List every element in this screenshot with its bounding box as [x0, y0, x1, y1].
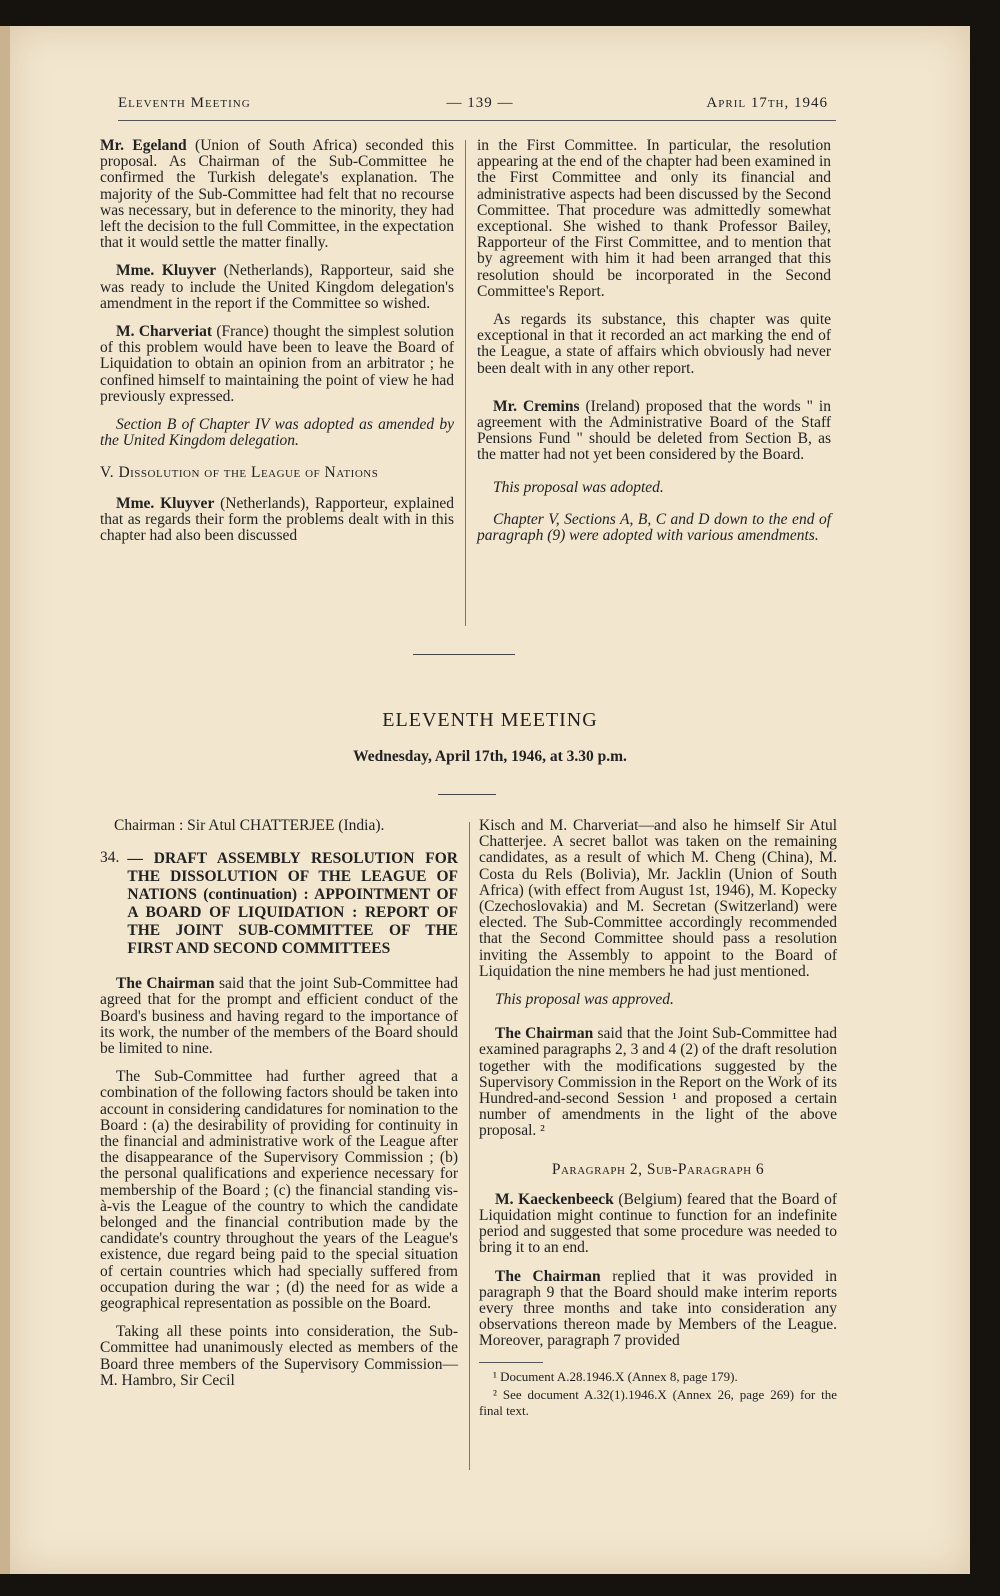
adoption-note: Chapter V, Sections A, B, C and D down to the end of paragraph (9) were adopted with various amendments.	[477, 510, 831, 545]
page-number: — 139 —	[446, 95, 514, 111]
paragraph-text: replied that it was provided in paragraph 9 that the Board should make interim reports every three months and take into consideration any observations thereon made by Members of the League. Moreover, paragraph 7 provided	[479, 1267, 838, 1350]
speaker-name: M. Kaeckenbeeck	[495, 1190, 614, 1208]
paragraph: Taking all these points into consideration, the Sub-Committee had unanimously elected as members of the Board three members of the Supervisory Commission—M. Hambro, Sir Cecil	[100, 1323, 458, 1389]
paragraph-text: (Union of South Africa) seconded this proposal. As Chairman of the Sub-Committee he confirmed the Turkish delegate's explanation. The majority of the Sub-Committee had felt that no recourse was necessary, but in deference to the minority, they had left the decision to the full Committee, in the expectation that it would settle the matter finally.	[100, 137, 454, 252]
paragraph-text: (Netherlands), Rapporteur, explained that as regards their form the problems dealt with in this chapter had also been discussed	[100, 494, 454, 545]
paragraph	[100, 138, 454, 251]
adoption-note: This proposal was adopted.	[493, 478, 664, 496]
speaker-name: The Chairman	[495, 1025, 594, 1043]
divider-rule	[438, 794, 496, 795]
adoption-note: This proposal was approved.	[495, 991, 674, 1009]
meeting-title: ELEVENTH MEETING	[382, 709, 598, 731]
meeting-date: Wednesday, April 17th, 1946, at 3.30 p.m.	[353, 748, 627, 765]
paragraph-text: (Belgium) feared that the Board of Liquidation might continue to function for an indefinite period and suggested that some procedure was needed to bring it to an end.	[479, 1190, 837, 1257]
section-heading: Paragraph 2, Sub-Paragraph 6	[551, 1160, 765, 1178]
item-title: — DRAFT ASSEMBLY RESOLUTION FOR THE DISSOLUTION OF THE LEAGUE OF NATIONS (continuation) : APPOINTMENT OF A BOARD OF LIQUIDATION : REPORT OF THE JOINT SUB-COMMITTEE OF THE FIRST AND SECOND COMMITTEES	[127, 850, 458, 958]
paragraph-text: said that the joint Sub-Committee had agreed that for the prompt and efficient conduct of the Board's business and having regard to the importance of its work, the number of the members of the Board should be limited to nine.	[100, 975, 459, 1058]
speaker-name: The Chairman	[495, 1267, 601, 1285]
document-page	[10, 26, 970, 1574]
footnote-rule	[479, 1362, 543, 1363]
paragraph	[479, 1269, 837, 1350]
paragraph: Kisch and M. Charveriat—and also he himself Sir Atul Chatterjee. A secret ballot was taken on the remaining candidates, as a result of which M. Cheng (China), M. Costa du Rels (Bolivia), Mr. Jacklin (Union of South Africa) (with effect from August 1st, 1946), M. Kopecky (Czechoslovakia) and M. Secretan (Switzerland) were elected. The Sub-Committee accordingly recommended that the Second Committee should pass a resolution inviting the Assembly to appoint to the Board of Liquidation the nine members he had just mentioned.	[479, 817, 837, 980]
paragraph	[100, 976, 458, 1057]
running-header-left: Eleventh Meeting	[118, 95, 251, 111]
column-divider	[465, 140, 466, 626]
footnote: ² See document A.32(1).1946.X (Annex 26, page 269) for the final text.	[479, 1386, 837, 1418]
paragraph-text: said that the Joint Sub-Committee had examined paragraphs 2, 3 and 4 (2) of the draft resolution together with the modifications suggested by the Supervisory Commission in the Report on the Work of its Hundred-and-second Session ¹ and proposed a certain number of amendments in the light of the above proposal. ²	[479, 1025, 837, 1140]
speaker-name: Mme. Kluyver	[116, 494, 215, 512]
speaker-name: Mr. Egeland	[100, 137, 187, 154]
paragraph-text: (Netherlands), Rapporteur, said she was ready to include the United Kingdom delegation's amendment in the report if the Committee so wished.	[100, 262, 454, 312]
speaker-name: The Chairman	[116, 975, 215, 993]
item-number: 34.	[100, 849, 120, 867]
column-divider	[469, 822, 470, 1470]
adoption-note: Section B of Chapter IV was adopted as amended by the United Kingdom delegation.	[100, 416, 454, 450]
paragraph	[479, 1026, 837, 1139]
paragraph: in the First Committee. In particular, the resolution appearing at the end of the chapter had been examined in the First Committee and only its financial and administrative aspects had been discussed by the Second Committee. That procedure was admittedly somewhat exceptional. She wished to thank Professor Bailey, Rapporteur of the First Committee, and to mention that by agreement with him it had been arranged that this resolution should be incorporated in the Second Committee's Report.	[477, 137, 831, 300]
paragraph: As regards its substance, this chapter was quite exceptional in that it recorded an act marking the end of the League, a state of affairs which obviously had never been dealt with in any other report.	[477, 311, 831, 377]
speaker-name: Mr. Cremins	[493, 397, 580, 415]
running-header-right: April 17th, 1946	[706, 95, 828, 111]
chairman-line: Chairman : Sir Atul CHATTERJEE (India).	[114, 817, 385, 834]
paragraph-text: (France) thought the simplest solution of this problem would have been to leave the Board of Liquidation to obtain an opinion from an arbitrator ; he confined himself to maintaining the point of view he had previously expressed.	[100, 323, 454, 405]
paragraph	[477, 399, 831, 464]
header-rule	[118, 120, 836, 121]
paragraph	[479, 1192, 837, 1257]
section-heading: V. Dissolution of the League of Nations	[100, 464, 379, 482]
upper-left-column	[100, 138, 454, 556]
upper-right-column	[477, 138, 831, 556]
paragraph	[100, 324, 454, 405]
paragraph-text: (Ireland) proposed that the words " in agreement with the Administrative Board of the Staff Pensions Fund " should be deleted from Section B, as the matter had not yet been considered by the Board.	[477, 397, 831, 464]
footnote: ¹ Document A.28.1946.X (Annex 8, page 179).	[493, 1368, 738, 1384]
paragraph: The Sub-Committee had further agreed that a combination of the following factors should be taken into account in considering candidatures for nomination to the Board : (a) the desirability of providing for continuity in the financial and administrative work of the League after the disappearance of the Supervisory Commission ; (b) the personal qualifications and experience necessary for membership of the Board ; (c) the financial standing vis-à-vis the League of the country to which the candidate belonged and the financial contribution made by the candidate's country throughout the years of the League's existence, due regard being paid to the special situation of certain countries which had specially suffered from occupation during the war ; (d) the need for as wide a geographical representation as possible on the Board.	[100, 1068, 458, 1313]
agenda-item	[100, 850, 458, 958]
speaker-name: Mme. Kluyver	[116, 262, 217, 280]
speaker-name: M. Charveriat	[116, 323, 212, 341]
paragraph	[100, 263, 454, 312]
lower-right-column	[479, 818, 837, 1421]
divider-rule	[413, 654, 515, 655]
lower-left-column	[100, 818, 458, 1401]
paragraph	[100, 496, 454, 545]
